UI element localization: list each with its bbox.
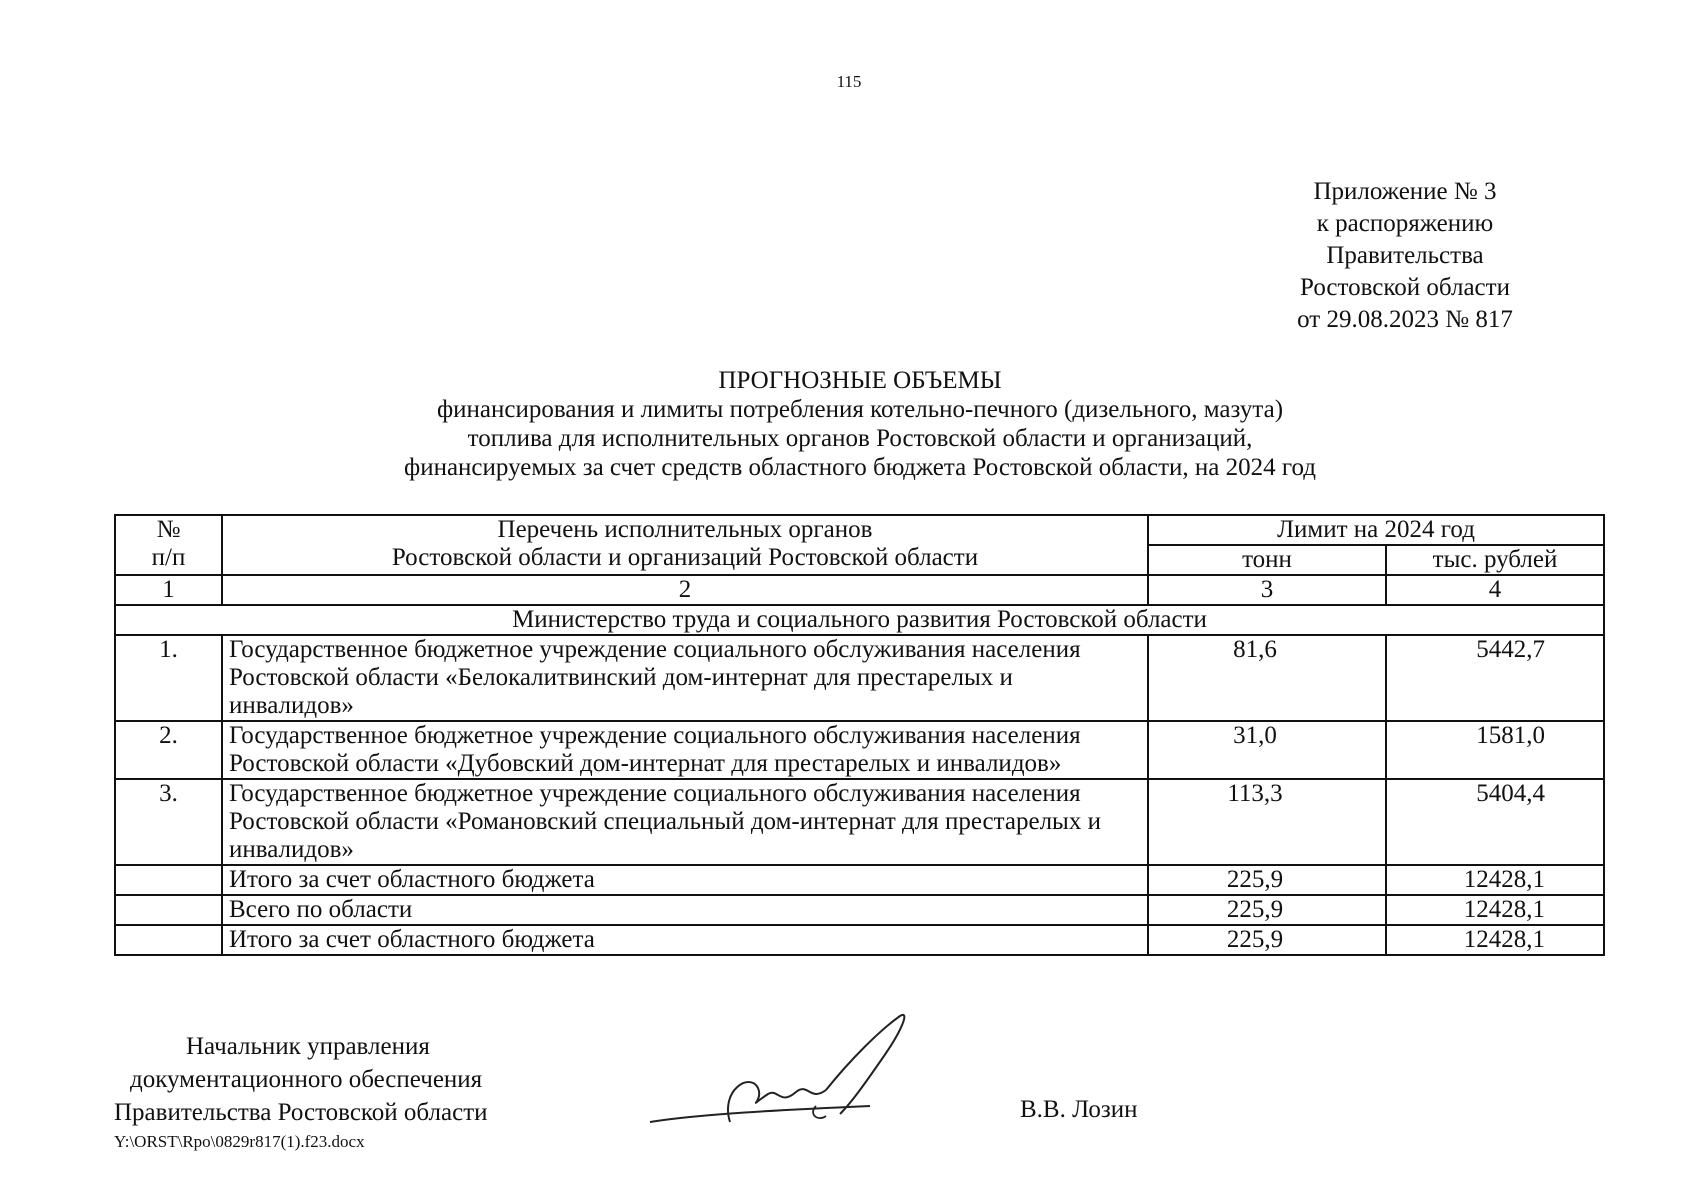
signature-block	[114, 1030, 574, 1129]
total-num-empty	[115, 895, 222, 925]
signer-position-line: Начальник управления	[186, 1033, 430, 1060]
column-number: 1	[115, 575, 222, 605]
page-number: 115	[836, 72, 862, 91]
signer-position-line: документационного обеспечения	[130, 1066, 483, 1093]
section-title: Министерство труда и социального развития Ростовской области	[115, 605, 1604, 635]
title-line: финансируемых за счет средств областного бюджета Ростовской области, на 2024 год	[404, 454, 1316, 481]
row-name: Государственное бюджетное учреждение социального обслуживания населения Ростовской области «Романовский специальный дом-интернат для престарелых и инвалидов»	[222, 779, 1148, 865]
row-name: Государственное бюджетное учреждение социального обслуживания населения Ростовской области «Белокалитвинский дом-интернат для престарелых и инвалидов»	[222, 635, 1148, 721]
appendix-line: от 29.08.2023 № 817	[1297, 306, 1513, 333]
total-tons: 225,9	[1148, 925, 1386, 955]
column-number: 4	[1386, 575, 1604, 605]
handwritten-signature	[640, 1010, 940, 1140]
header-num-cell	[115, 515, 222, 575]
header-rubles-cell: тыс. рублей	[1386, 545, 1604, 575]
total-rubles: 12428,1	[1386, 925, 1604, 955]
row-tons: 113,3	[1148, 779, 1386, 865]
limits-table	[114, 514, 1605, 956]
header-tons-cell: тонн	[1148, 545, 1386, 575]
appendix-line: к распоряжению	[1316, 210, 1494, 237]
section-row	[115, 605, 1604, 635]
row-tons: 31,0	[1148, 721, 1386, 779]
header-name-cell	[222, 515, 1148, 575]
appendix-block	[1220, 176, 1590, 336]
row-number: 1.	[115, 635, 222, 721]
total-rubles: 12428,1	[1386, 895, 1604, 925]
header-limit-cell: Лимит на 2024 год	[1148, 515, 1604, 545]
table-row	[115, 635, 1604, 721]
column-number: 2	[222, 575, 1148, 605]
header-row	[115, 515, 1604, 545]
title-line: топлива для исполнительных органов Ростовской области и организаций,	[467, 425, 1253, 452]
file-path: Y:\ORST\Rpo\0829r817(1).f23.docx	[114, 1132, 365, 1151]
total-num-empty	[115, 865, 222, 895]
appendix-line: Правительства	[1326, 242, 1484, 269]
column-numbers-row	[115, 575, 1604, 605]
signer-position-line: Правительства Ростовской области	[114, 1099, 488, 1126]
total-label: Всего по области	[222, 895, 1148, 925]
total-row	[115, 865, 1604, 895]
title-line: финансирования и лимиты потребления котельно-печного (дизельного, мазута)	[436, 396, 1284, 423]
row-name: Государственное бюджетное учреждение социального обслуживания населения Ростовской области «Дубовский дом-интернат для престарелых и инвалидов»	[222, 721, 1148, 779]
header-name-line2: Ростовской области и организаций Ростовской области	[391, 544, 979, 571]
title-main: ПРОГНОЗНЫЕ ОБЪЕМЫ	[718, 367, 1002, 394]
row-rubles: 1581,0	[1386, 721, 1604, 779]
row-tons: 81,6	[1148, 635, 1386, 721]
row-number: 2.	[115, 721, 222, 779]
appendix-line: Приложение № 3	[1313, 178, 1497, 205]
table-row	[115, 721, 1604, 779]
row-number: 3.	[115, 779, 222, 865]
total-rubles: 12428,1	[1386, 865, 1604, 895]
total-row	[115, 925, 1604, 955]
row-rubles: 5442,7	[1386, 635, 1604, 721]
table-row	[115, 779, 1604, 865]
row-rubles: 5404,4	[1386, 779, 1604, 865]
total-label: Итого за счет областного бюджета	[222, 865, 1148, 895]
total-row	[115, 895, 1604, 925]
total-num-empty	[115, 925, 222, 955]
total-tons: 225,9	[1148, 895, 1386, 925]
total-label: Итого за счет областного бюджета	[222, 925, 1148, 955]
header-num-line2: п/п	[151, 544, 186, 571]
header-num-line1: №	[156, 516, 181, 543]
column-number: 3	[1148, 575, 1386, 605]
document-title	[240, 366, 1480, 482]
signer-name: В.В. Лозин	[1020, 1096, 1138, 1123]
header-name-line1: Перечень исполнительных органов	[497, 516, 873, 543]
total-tons: 225,9	[1148, 865, 1386, 895]
appendix-line: Ростовской области	[1300, 274, 1510, 301]
